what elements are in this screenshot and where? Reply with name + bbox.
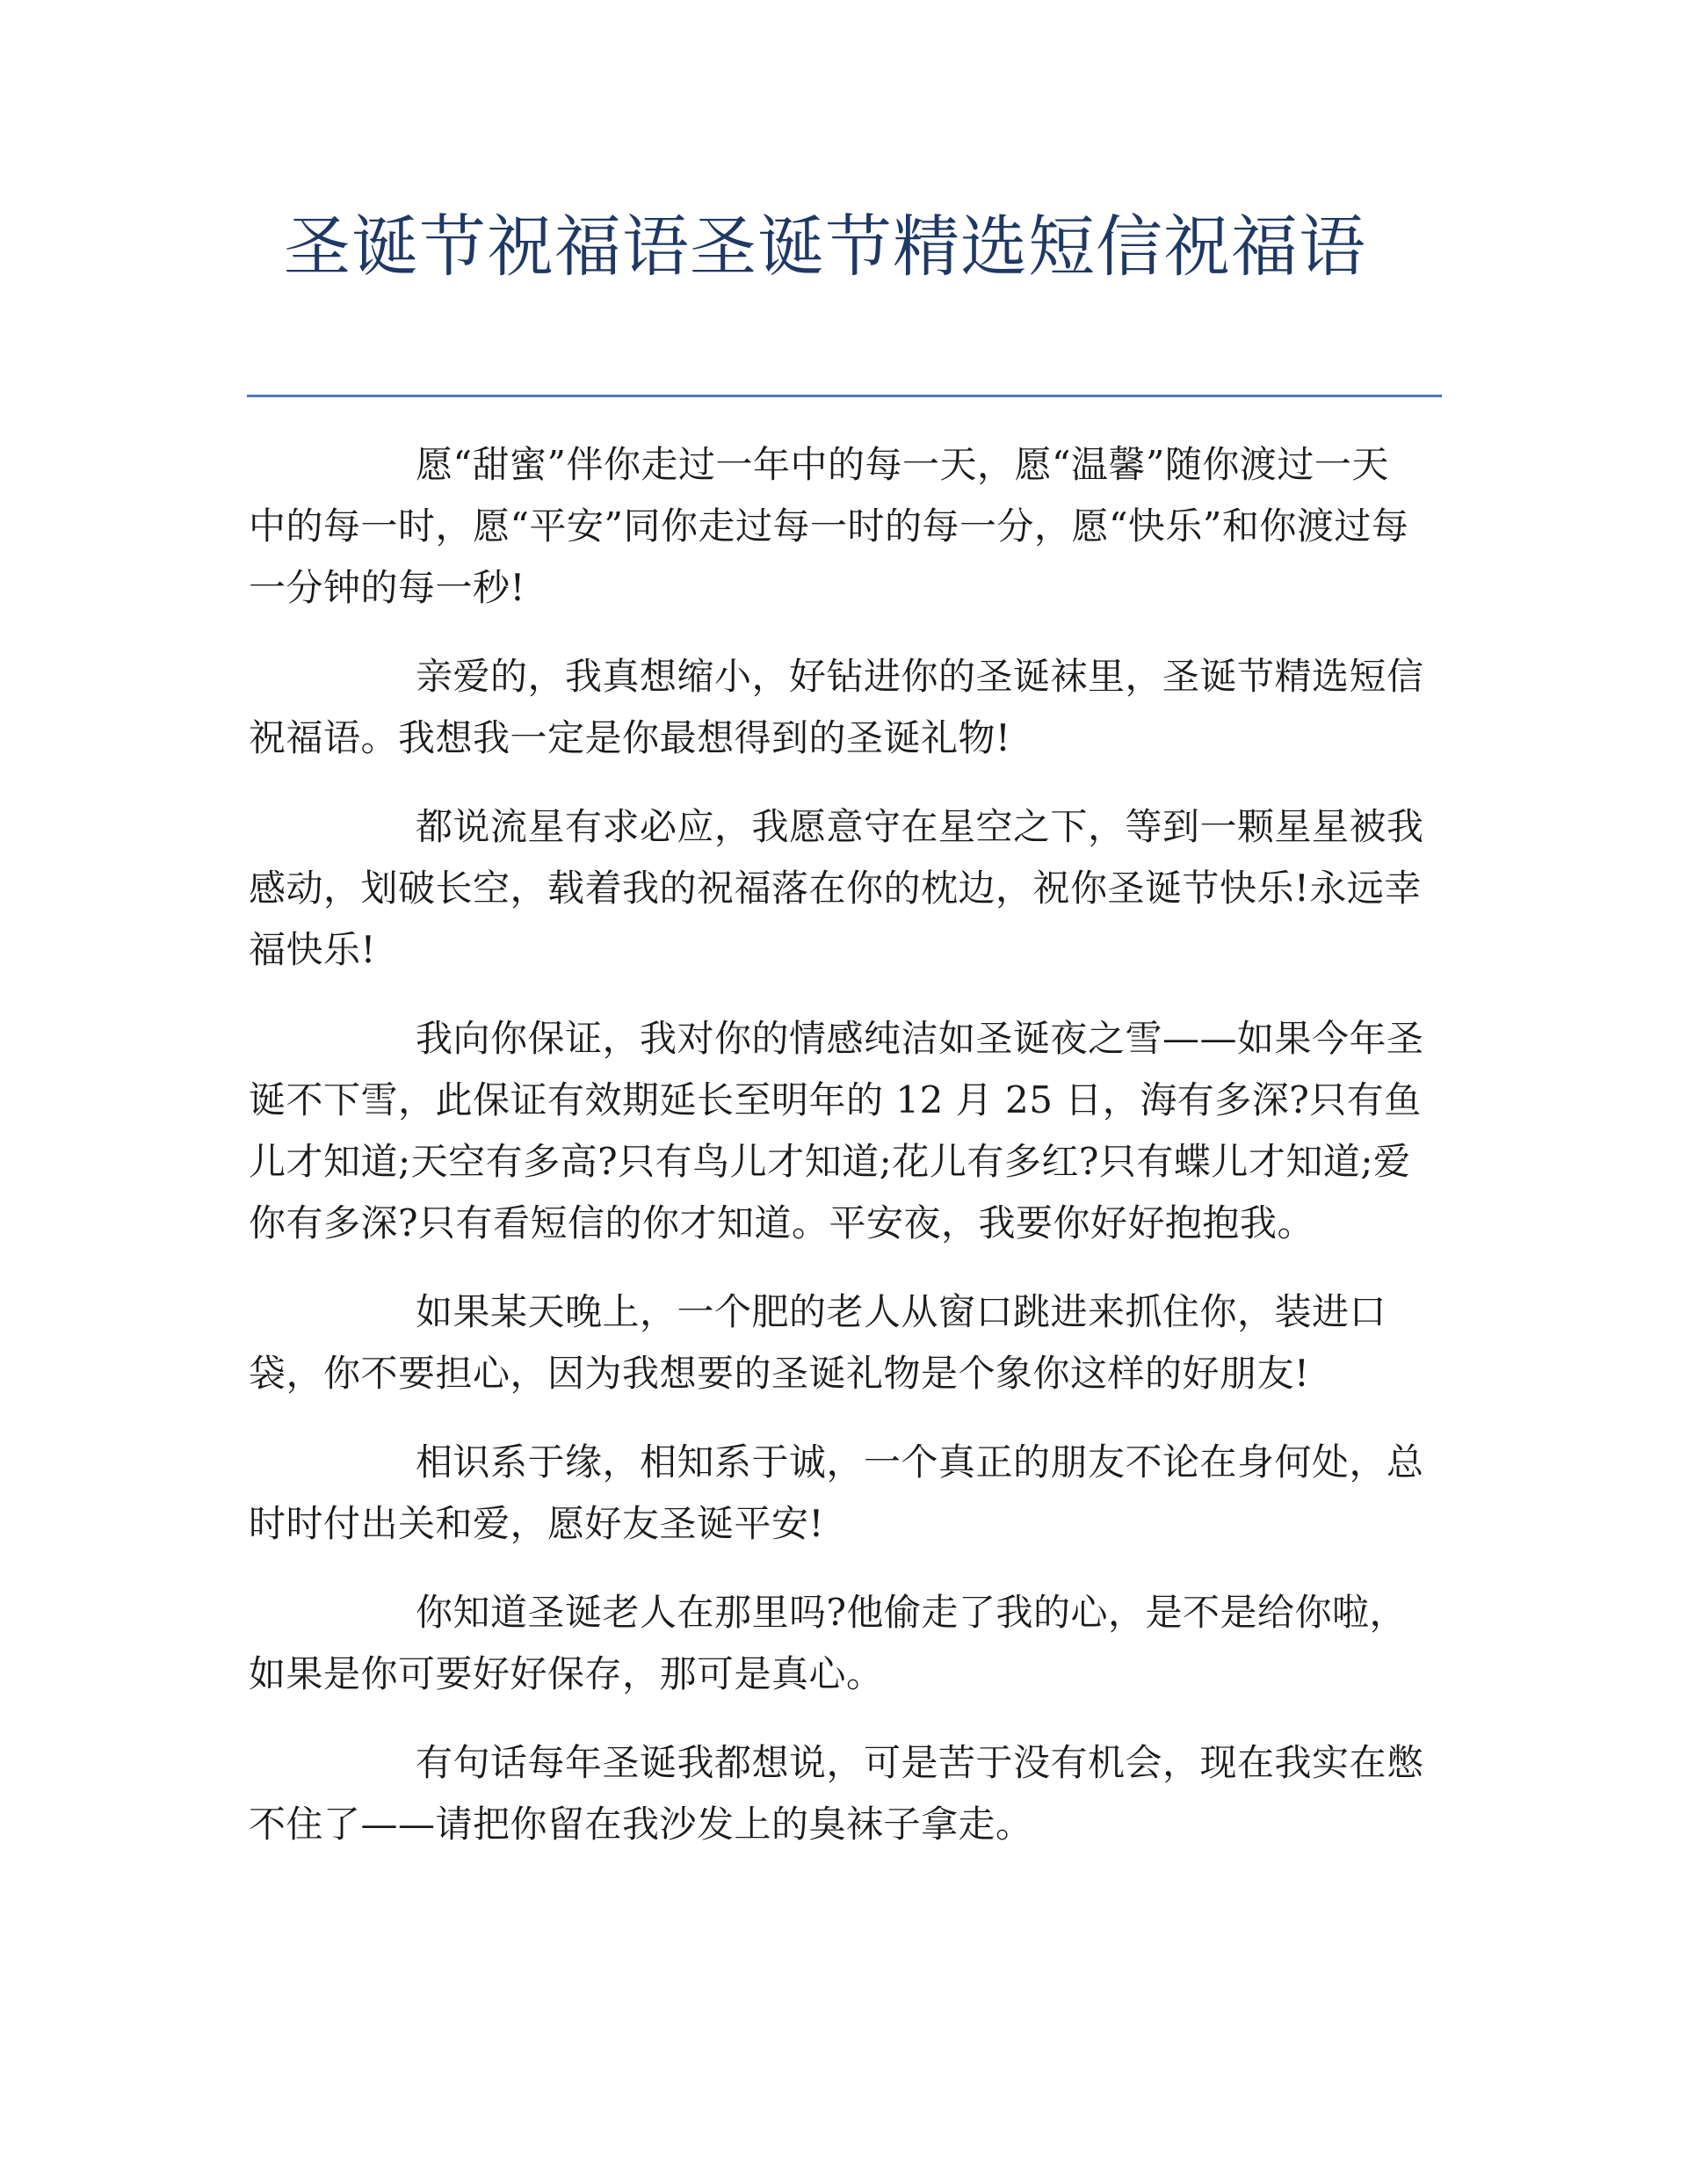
document-body [249, 434, 1426, 1883]
paragraph-6: 相识系于缘，相知系于诚，一个真正的朋友不论在身何处，总时时付出关和爱，愿好友圣诞平安! [249, 1440, 1424, 1545]
paragraph-3: 都说流星有求必应，我愿意守在星空之下，等到一颗星星被我感动，划破长空，载着我的祝福落在你的枕边，祝你圣诞节快乐!永远幸福快乐! [249, 805, 1424, 971]
paragraph-7: 你知道圣诞老人在那里吗?他偷走了我的心，是不是给你啦，如果是你可要好好保存，那可是真心。 [249, 1591, 1408, 1695]
document-title: 圣诞节祝福语圣诞节精选短信祝福语 [284, 207, 1366, 286]
title-underline-divider [247, 395, 1442, 397]
paragraph-2: 亲爱的，我真想缩小，好钻进你的圣诞袜里，圣诞节精选短信祝福语。我想我一定是你最想得到的圣诞礼物! [249, 655, 1424, 759]
paragraph-4: 我向你保证，我对你的情感纯洁如圣诞夜之雪——如果今年圣诞不下雪，此保证有效期延长至明年的 12 月 25 日，海有多深?只有鱼儿才知道;天空有多高?只有鸟儿才知道;花儿有多红?只有蝶儿才知道;爱你有多深?只有看短信的你才知道。平安夜，我要你好好抱抱我。 [249, 1017, 1424, 1244]
paragraph-8: 有句话每年圣诞我都想说，可是苦于没有机会，现在我实在憋不住了——请把你留在我沙发上的臭袜子拿走。 [249, 1741, 1424, 1846]
paragraph-1: 愿“甜蜜”伴你走过一年中的每一天，愿“温馨”随你渡过一天中的每一时，愿“平安”同你走过每一时的每一分，愿“快乐”和你渡过每一分钟的每一秒! [249, 443, 1409, 609]
paragraph-5: 如果某天晚上，一个肥的老人从窗口跳进来抓住你，装进口袋，你不要担心，因为我想要的圣诞礼物是个象你这样的好朋友! [249, 1290, 1387, 1395]
